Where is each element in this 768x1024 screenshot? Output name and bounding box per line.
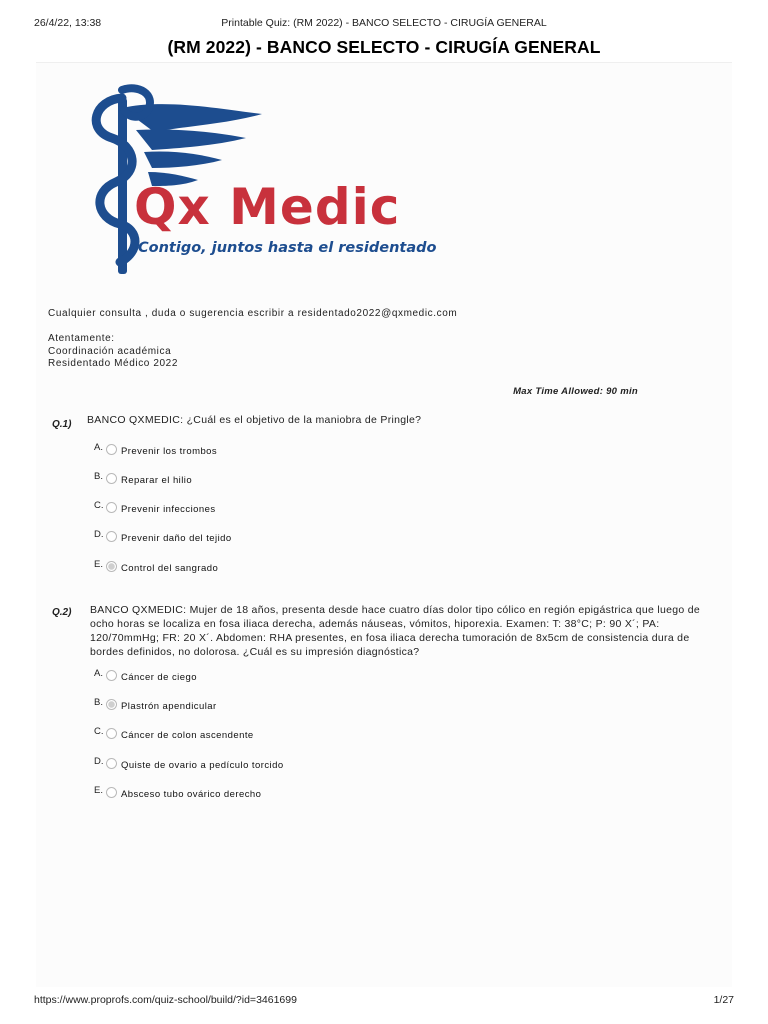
signature-line-2: Residentado Médico 2022 xyxy=(48,358,178,369)
quiz-title: (RM 2022) - BANCO SELECTO - CIRUGÍA GENERAL xyxy=(167,37,601,57)
option-letter: D. xyxy=(94,529,104,540)
option-label: Prevenir los trombos xyxy=(121,446,218,457)
radio-button[interactable] xyxy=(106,670,117,681)
question-text: BANCO QXMEDIC: Mujer de 18 años, presenta desde hace cuatro días dolor tipo cólico en región epigástrica que luego de ocho horas se localiza en fosa iliaca derecha, además náuseas, vómitos, hiporexia. Examen: T: 38°C; P: 90 X´; PA: 120/70mmHg; FR: 20 X´. Abdomen: RHA presentes, en fosa iliaca derecha tumoración de 8x5cm de consistencia dura de bordes definidos, no dolorosa. ¿Cuál es su impresión diagnóstica? xyxy=(90,604,701,658)
page-url: https://www.proprofs.com/quiz-school/build/?id=3461699 xyxy=(34,994,297,1006)
option-letter: C. xyxy=(94,726,104,737)
option-label: Reparar el hilio xyxy=(121,475,193,486)
option-label: Cáncer de ciego xyxy=(121,672,197,683)
logo-tagline: Contigo, juntos hasta el residentado xyxy=(138,240,437,256)
option-letter: B. xyxy=(94,697,103,708)
print-document-title: Printable Quiz: (RM 2022) - BANCO SELECTO - CIRUGÍA GENERAL xyxy=(221,17,547,29)
radio-button[interactable] xyxy=(106,758,117,769)
option-letter: A. xyxy=(94,442,103,453)
radio-button[interactable] xyxy=(106,728,117,739)
page-number: 1/27 xyxy=(713,994,734,1006)
radio-button-selected[interactable] xyxy=(106,561,117,572)
question-number: Q.1) xyxy=(52,419,72,430)
option-label: Cáncer de colon ascendente xyxy=(121,730,254,741)
question-text: BANCO QXMEDIC: ¿Cuál es el objetivo de la maniobra de Pringle? xyxy=(87,414,422,426)
option-letter: E. xyxy=(94,559,103,570)
option-letter: E. xyxy=(94,785,103,796)
option-label: Prevenir daño del tejido xyxy=(121,533,232,544)
option-label: Absceso tubo ovárico derecho xyxy=(121,789,262,800)
print-header xyxy=(34,17,734,31)
question-number: Q.2) xyxy=(52,607,72,618)
option-label: Plastrón apendicular xyxy=(121,701,217,712)
radio-button[interactable] xyxy=(106,473,117,484)
max-time-allowed: Max Time Allowed: 90 min xyxy=(513,386,638,397)
radio-button[interactable] xyxy=(106,787,117,798)
option-label: Control del sangrado xyxy=(121,563,219,574)
logo-brand-text: Qx Medic xyxy=(134,178,401,236)
qxmedic-logo xyxy=(76,80,436,280)
closing-line: Atentamente: xyxy=(48,333,115,344)
contact-note: Cualquier consulta , duda o sugerencia escribir a residentado2022@qxmedic.com xyxy=(48,308,458,319)
option-letter: B. xyxy=(94,471,103,482)
option-letter: D. xyxy=(94,756,104,767)
option-letter: A. xyxy=(94,668,103,679)
signature-line-1: Coordinación académica xyxy=(48,346,172,357)
print-date: 26/4/22, 13:38 xyxy=(34,17,102,29)
radio-button[interactable] xyxy=(106,531,117,542)
option-label: Quiste de ovario a pedículo torcido xyxy=(121,760,284,771)
radio-button-selected[interactable] xyxy=(106,699,117,710)
radio-button[interactable] xyxy=(106,502,117,513)
radio-button[interactable] xyxy=(106,444,117,455)
option-letter: C. xyxy=(94,500,104,511)
print-footer xyxy=(34,994,734,1008)
option-label: Prevenir infecciones xyxy=(121,504,216,515)
